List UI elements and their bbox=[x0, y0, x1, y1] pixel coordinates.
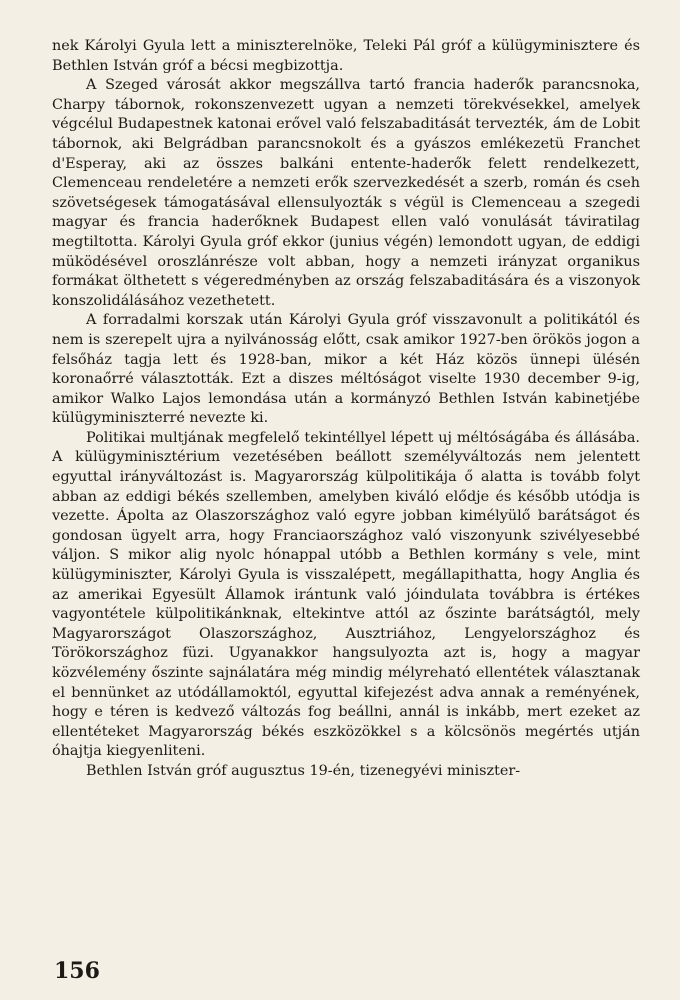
paragraph-continuation: nek Károlyi Gyula lett a miniszterelnöke, Teleki Pál gróf a külügyminisztere és Bethlen István gróf a bécsi megbizottja. bbox=[52, 38, 640, 74]
paragraph-szeged: A Szeged városát akkor megszállva tartó francia haderők parancsnoka, Charpy tábornok, rokonszenvezett ugyan a nemzeti törekvésekkel, amelyek végcélul Budapestnek katonai erővel való felszabaditását tervezték, ám de Lobit tábornok, aki Belgrádban parancsnokolt és a gyászos emlékezetü Franchet d'Esperay, aki az összes balkáni entente-haderők felett rendelkezett, Clemenceau rendeletére a nemzeti erők szervezkedését a szerb, román és cseh szövetségesek támogatásával ellensulyozták s végül is Clemenceau a szegedi magyar és francia haderőknek Budapest ellen való vonulását táviratilag megtiltotta. Károlyi Gyula gróf ekkor (junius végén) lemondott ugyan, de eddigi müködésével oroszlánrésze volt abban, hogy a nemzeti irányzat organikus formákat ölthetett s végeredményben az ország felszabaditására és a viszonyok konszolidálásához vezethetett. bbox=[52, 77, 640, 309]
paragraph-bethlen: Bethlen István gróf augusztus 19-én, tizenegyévi miniszter- bbox=[86, 762, 521, 779]
body-text bbox=[52, 37, 640, 782]
page-number: 156 bbox=[54, 958, 100, 984]
paragraph-revolutionary-era: A forradalmi korszak után Károlyi Gyula gróf visszavonult a politikától és nem is szerepelt ujra a nyilvánosság előtt, csak amikor 1927-ben örökös jogon a felsőház tagja lett és 1928-ban, mikor a két Ház közös ünnepi ülésén koronaőrré választották. Ezt a diszes méltóságot viselte 1930 december 9-ig, amikor Walko Lajos lemondása után a kormányzó Bethlen István kabinetjébe külügyminiszterré nevezte ki. bbox=[52, 312, 640, 427]
paragraph-foreign-policy: Politikai multjának megfelelő tekintéllyel lépett uj méltóságába és állásába. A külügyminisztérium vezetésében beállott személyváltozás nem jelentett egyuttal irányváltozást is. Magyarország külpolitikája ő alatta is tovább folyt abban az eddigi békés szellemben, amelyben kiváló elődje és később utódja is vezette. Ápolta az Olaszországhoz való egyre jobban kimélyülő barátságot és gondosan ügyelt arra, hogy Franciaországhoz való viszonyunk szivélyesebbé váljon. S mikor alig nyolc hónappal utóbb a Bethlen kormány s vele, mint külügyminiszter, Károlyi Gyula is visszalépett, megállapithatta, hogy Anglia és az amerikai Egyesült Államok irántunk való jóindulata továbbra is értékes vagyontétele külpolitikánknak, eltekintve attól az őszinte barátságtól, mely Magyarországot Olaszországhoz, Ausztriához, Lengyelországhoz és Törökországhoz füzi. Ugyanakkor hangsulyozta azt is, hogy a magyar közvélemény őszinte sajnálatára még mindig mélyreható ellentétek választanak el bennünket az utódállamoktól, egyuttal kifejezést adva annak a reményének, hogy e téren is kedvező változás fog beállni, annál is inkább, mert ezeket az ellentéteket Magyarország békés eszközökkel s a kölcsönös megértés utján óhajtja kiegyenliteni. bbox=[52, 429, 640, 760]
